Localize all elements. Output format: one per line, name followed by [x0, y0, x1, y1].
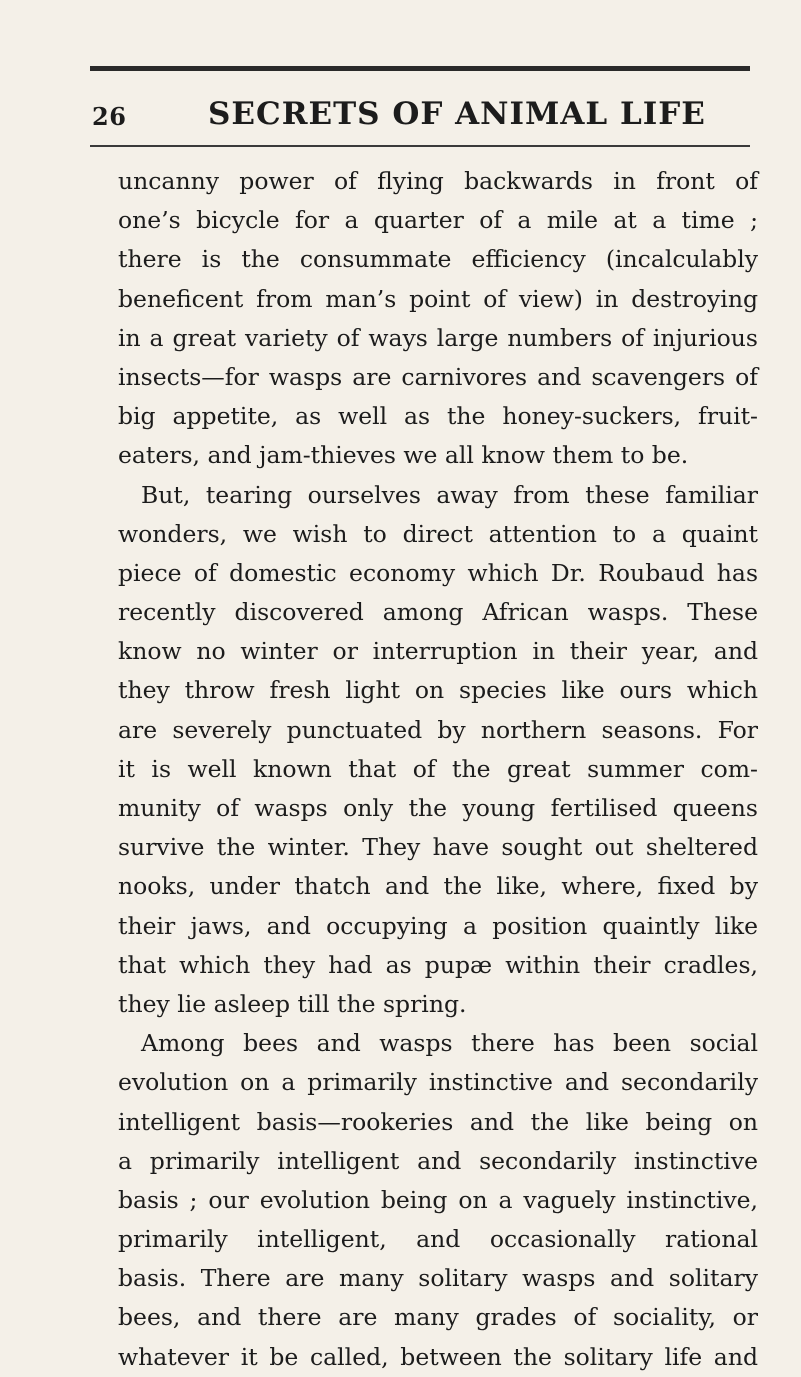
text-line: But, tearing ourselves away from these familiar: [141, 480, 758, 509]
text-line: eaters, and jam-thieves we all know them to be.: [118, 441, 689, 470]
text-line: it is well known that of the great summer com-: [118, 754, 758, 783]
text-line: insects—for wasps are carnivores and scavengers of: [118, 362, 758, 391]
page-number: 26: [92, 102, 127, 131]
text-line: know no winter or interruption in their year, and: [118, 637, 758, 666]
text-line: nooks, under thatch and the like, where, fixed by: [118, 872, 758, 901]
text-line: primarily intelligent, and occasionally rational: [118, 1225, 758, 1254]
header-rule-top: [90, 66, 750, 71]
text-line: evolution on a primarily instinctive and secondarily: [118, 1068, 758, 1097]
text-line: recently discovered among African wasps. These: [118, 598, 758, 627]
text-line: uncanny power of flying backwards in front of: [118, 167, 758, 195]
body-text: [118, 162, 758, 1377]
text-line: intelligent basis—rookeries and the like being on: [118, 1107, 758, 1136]
text-line: Among bees and wasps there has been social: [141, 1029, 758, 1058]
text-line: wonders, we wish to direct attention to a quaint: [118, 519, 758, 548]
text-line: munity of wasps only the young fertilised queens: [118, 794, 758, 822]
text-line: they throw fresh light on species like ours which: [118, 676, 758, 705]
text-line: in a great variety of ways large numbers of injurious: [118, 323, 758, 352]
text-line: beneficent from man’s point of view) in destroying: [118, 284, 758, 313]
header-rule-bottom: [90, 145, 750, 147]
running-head: SECRETS OF ANIMAL LIFE: [208, 96, 706, 132]
text-line: there is the consummate efficiency (incalculably: [118, 245, 758, 274]
text-line: survive the winter. They have sought out sheltered: [118, 833, 758, 862]
text-line: big appetite, as well as the honey-suckers, fruit-: [118, 402, 758, 431]
text-line: they lie asleep till the spring.: [118, 989, 467, 1018]
text-line: are severely punctuated by northern seasons. For: [118, 715, 758, 744]
text-line: that which they had as pupæ within their cradles,: [118, 950, 758, 979]
text-line: bees, and there are many grades of sociality, or: [118, 1303, 758, 1332]
text-line: basis ; our evolution being on a vaguely instinctive,: [118, 1185, 758, 1214]
text-line: one’s bicycle for a quarter of a mile at a time ;: [118, 206, 758, 235]
text-line: their jaws, and occupying a position quaintly like: [118, 911, 758, 940]
text-line: basis. There are many solitary wasps and solitary: [118, 1264, 758, 1293]
text-line: a primarily intelligent and secondarily instinctive: [118, 1146, 758, 1175]
text-line: whatever it be called, between the solitary life and: [118, 1342, 758, 1371]
text-line: piece of domestic economy which Dr. Roubaud has: [118, 558, 758, 587]
